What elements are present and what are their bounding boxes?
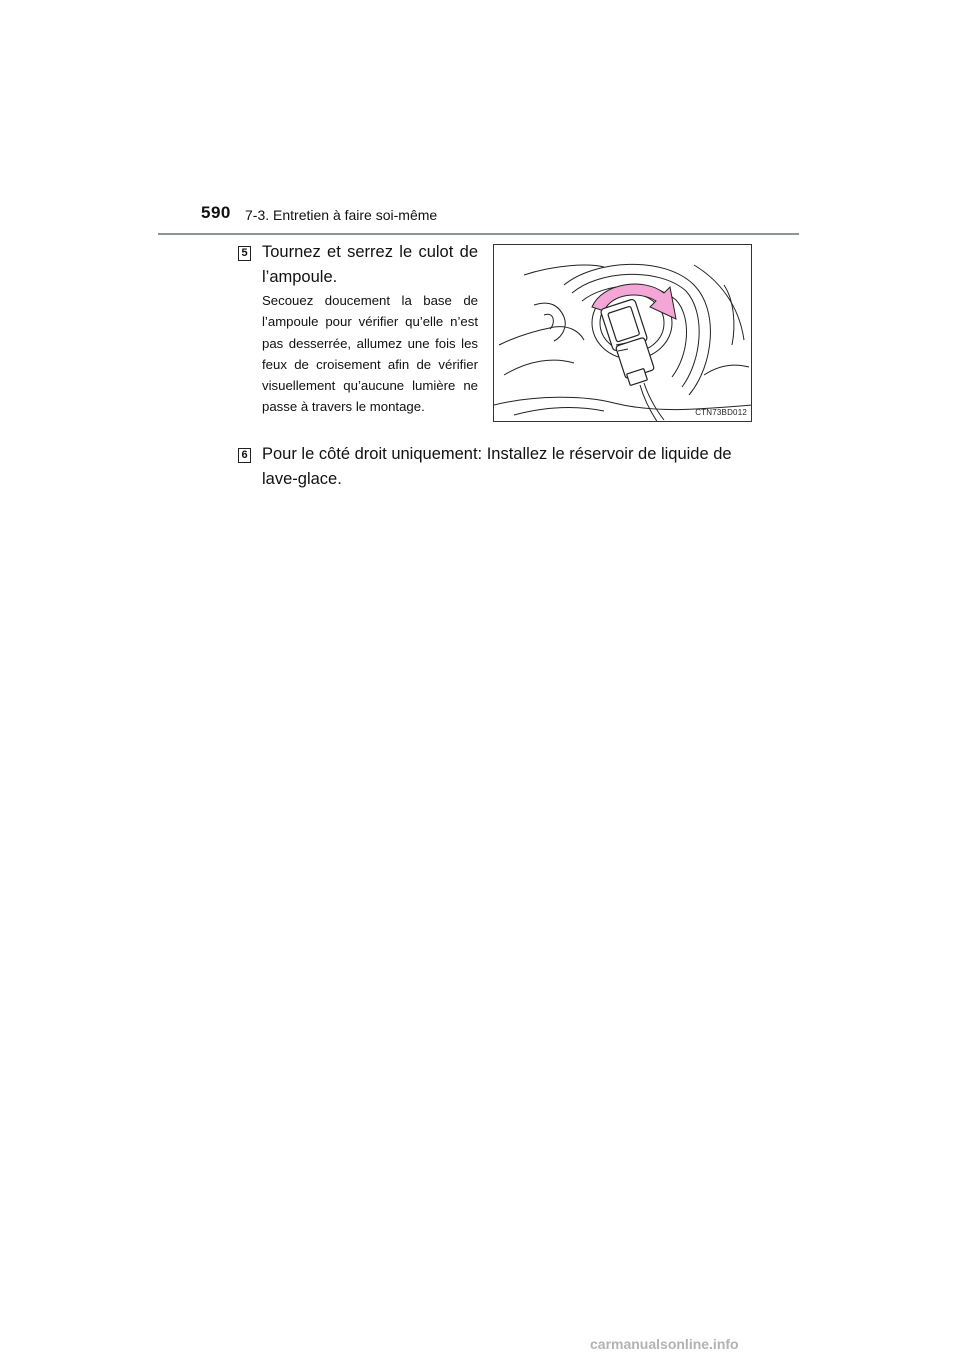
bulb-socket-illustration — [493, 244, 752, 422]
step-5-heading: Tournez et serrez le culot de l’ampoule. — [262, 243, 478, 286]
step-5-badge: 5 — [238, 246, 251, 261]
step-6-badge: 6 — [238, 448, 251, 463]
section-title: 7-3. Entretien à faire soi-même — [245, 207, 438, 223]
step-5-detail: Secouez doucement la base de l’ampoule pour vérifier qu’elle n’est pas desserrée, allumez une fois les feux de croisement afin de vérifier visuellement qu’aucune lumière ne passe à travers le montage. — [262, 293, 478, 415]
header-rule — [158, 233, 799, 235]
watermark: carmanualsonline.info — [590, 1336, 739, 1352]
step-6-text: Pour le côté droit uniquement: Installez le réservoir de liquide de lave-glace. — [262, 445, 732, 488]
illustration-code: CTN73BD012 — [695, 408, 747, 417]
bulb-socket-drawing — [494, 245, 752, 422]
page-number: 590 — [201, 203, 231, 222]
